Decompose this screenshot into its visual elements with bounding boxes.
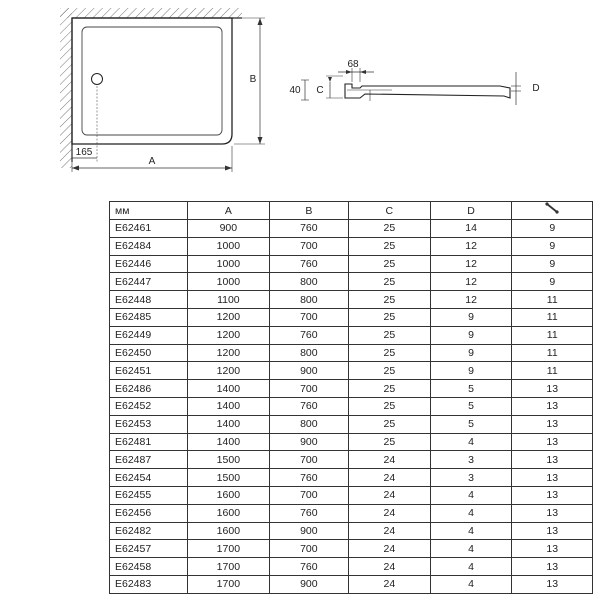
cell-c: 24 <box>348 522 430 540</box>
cell-a: 1000 <box>187 273 269 291</box>
table-row <box>110 237 593 255</box>
cell-d: 4 <box>430 540 512 558</box>
table-row <box>110 469 593 487</box>
cell-b: 760 <box>269 504 348 522</box>
cell-model: E62453 <box>110 415 188 433</box>
table-row <box>110 326 593 344</box>
cell-b: 760 <box>269 326 348 344</box>
cell-d: 12 <box>430 291 512 309</box>
cell-tool: 13 <box>512 486 593 504</box>
cell-d: 9 <box>430 344 512 362</box>
table-row <box>110 220 593 238</box>
table-row <box>110 558 593 576</box>
table-row <box>110 575 593 593</box>
cell-c: 25 <box>348 273 430 291</box>
cell-tool: 11 <box>512 362 593 380</box>
cell-b: 700 <box>269 308 348 326</box>
cell-b: 760 <box>269 220 348 238</box>
cell-a: 1000 <box>187 237 269 255</box>
cell-b: 700 <box>269 451 348 469</box>
cell-c: 24 <box>348 504 430 522</box>
cell-c: 25 <box>348 220 430 238</box>
cell-model: E62486 <box>110 380 188 398</box>
cell-c: 24 <box>348 486 430 504</box>
cell-model: E62483 <box>110 575 188 593</box>
header-c: C <box>348 202 430 220</box>
cell-model: E62450 <box>110 344 188 362</box>
cell-a: 1400 <box>187 433 269 451</box>
cell-tool: 11 <box>512 308 593 326</box>
table-row <box>110 380 593 398</box>
cell-c: 24 <box>348 469 430 487</box>
cell-model: E62485 <box>110 308 188 326</box>
cell-model: E62456 <box>110 504 188 522</box>
cell-model: E62458 <box>110 558 188 576</box>
cell-a: 1100 <box>187 291 269 309</box>
cell-a: 1600 <box>187 504 269 522</box>
cell-d: 9 <box>430 326 512 344</box>
wrench-icon <box>544 202 560 214</box>
cell-c: 25 <box>348 362 430 380</box>
cell-c: 24 <box>348 575 430 593</box>
table-row <box>110 362 593 380</box>
table-row <box>110 308 593 326</box>
cell-d: 4 <box>430 486 512 504</box>
cell-a: 1200 <box>187 308 269 326</box>
cell-a: 1200 <box>187 344 269 362</box>
cell-tool: 11 <box>512 326 593 344</box>
cell-model: E62454 <box>110 469 188 487</box>
cell-b: 760 <box>269 397 348 415</box>
cell-a: 1400 <box>187 415 269 433</box>
cell-tool: 13 <box>512 558 593 576</box>
cell-d: 12 <box>430 273 512 291</box>
cell-tool: 13 <box>512 540 593 558</box>
cell-a: 1700 <box>187 558 269 576</box>
cell-c: 25 <box>348 397 430 415</box>
cell-tool: 13 <box>512 451 593 469</box>
cell-d: 12 <box>430 237 512 255</box>
cell-model: E62482 <box>110 522 188 540</box>
height-40-label: 40 <box>289 85 301 96</box>
cell-model: E62449 <box>110 326 188 344</box>
table-row <box>110 433 593 451</box>
cell-b: 900 <box>269 433 348 451</box>
cell-d: 4 <box>430 558 512 576</box>
wall-hatching-left <box>60 8 72 168</box>
tray-inner-basin <box>82 27 222 135</box>
cell-tool: 9 <box>512 237 593 255</box>
cell-b: 800 <box>269 415 348 433</box>
cell-c: 24 <box>348 540 430 558</box>
cell-tool: 13 <box>512 433 593 451</box>
table-row <box>110 486 593 504</box>
cell-d: 5 <box>430 415 512 433</box>
cell-a: 900 <box>187 220 269 238</box>
width-68-label: 68 <box>347 59 359 70</box>
cell-a: 1200 <box>187 326 269 344</box>
cell-tool: 13 <box>512 522 593 540</box>
cell-tool: 11 <box>512 291 593 309</box>
cell-a: 1000 <box>187 255 269 273</box>
cell-c: 25 <box>348 433 430 451</box>
cell-d: 4 <box>430 522 512 540</box>
cell-model: E62481 <box>110 433 188 451</box>
cell-b: 900 <box>269 362 348 380</box>
cell-d: 3 <box>430 469 512 487</box>
cell-d: 4 <box>430 433 512 451</box>
table-row <box>110 291 593 309</box>
cell-model: E62451 <box>110 362 188 380</box>
cell-b: 700 <box>269 540 348 558</box>
cell-c: 25 <box>348 255 430 273</box>
cell-d: 9 <box>430 308 512 326</box>
dim-d-label: D <box>532 83 540 94</box>
table-row <box>110 397 593 415</box>
table-row <box>110 540 593 558</box>
cell-d: 3 <box>430 451 512 469</box>
tray-outline <box>72 18 232 144</box>
wall-hatching-top <box>60 8 242 18</box>
cell-c: 25 <box>348 326 430 344</box>
cell-model: E62452 <box>110 397 188 415</box>
cell-a: 1200 <box>187 362 269 380</box>
cell-d: 5 <box>430 397 512 415</box>
cell-model: E62461 <box>110 220 188 238</box>
cell-a: 1600 <box>187 522 269 540</box>
cell-a: 1500 <box>187 469 269 487</box>
cell-model: E62457 <box>110 540 188 558</box>
plan-view <box>60 8 265 172</box>
cell-b: 800 <box>269 273 348 291</box>
cell-d: 9 <box>430 362 512 380</box>
cell-b: 900 <box>269 522 348 540</box>
cell-model: E62484 <box>110 237 188 255</box>
cell-model: E62447 <box>110 273 188 291</box>
cell-c: 25 <box>348 344 430 362</box>
cell-tool: 13 <box>512 380 593 398</box>
cell-d: 5 <box>430 380 512 398</box>
cell-tool: 9 <box>512 255 593 273</box>
cell-c: 25 <box>348 380 430 398</box>
cell-model: E62446 <box>110 255 188 273</box>
cell-tool: 9 <box>512 220 593 238</box>
drain-offset-label: 165 <box>75 147 93 158</box>
cell-tool: 9 <box>512 273 593 291</box>
cell-b: 800 <box>269 344 348 362</box>
table-row <box>110 255 593 273</box>
section-view <box>289 59 539 105</box>
cell-a: 1400 <box>187 380 269 398</box>
table-row <box>110 344 593 362</box>
cell-model: E62455 <box>110 486 188 504</box>
table-row <box>110 415 593 433</box>
cell-tool: 13 <box>512 397 593 415</box>
cell-c: 25 <box>348 308 430 326</box>
dim-c-label: C <box>316 85 324 96</box>
dim-b-label: B <box>249 74 257 85</box>
cell-b: 760 <box>269 469 348 487</box>
cell-c: 24 <box>348 451 430 469</box>
header-unit: мм <box>110 202 188 220</box>
table-row <box>110 273 593 291</box>
header-tool <box>512 202 593 220</box>
cell-a: 1600 <box>187 486 269 504</box>
cell-tool: 13 <box>512 415 593 433</box>
cell-b: 700 <box>269 380 348 398</box>
technical-drawing <box>0 0 600 195</box>
table-header-row <box>110 202 593 220</box>
cell-b: 700 <box>269 486 348 504</box>
table-row <box>110 504 593 522</box>
cell-c: 25 <box>348 291 430 309</box>
cell-d: 14 <box>430 220 512 238</box>
cell-c: 24 <box>348 558 430 576</box>
header-a: A <box>187 202 269 220</box>
cell-b: 900 <box>269 575 348 593</box>
header-b: B <box>269 202 348 220</box>
cell-c: 25 <box>348 415 430 433</box>
cell-tool: 13 <box>512 469 593 487</box>
dim-a-label: A <box>148 156 156 167</box>
cell-a: 1400 <box>187 397 269 415</box>
cell-b: 800 <box>269 291 348 309</box>
table-row <box>110 522 593 540</box>
cell-d: 4 <box>430 504 512 522</box>
cell-tool: 11 <box>512 344 593 362</box>
cell-b: 760 <box>269 558 348 576</box>
cell-a: 1700 <box>187 540 269 558</box>
header-d: D <box>430 202 512 220</box>
cell-model: E62448 <box>110 291 188 309</box>
cell-b: 700 <box>269 237 348 255</box>
cell-tool: 13 <box>512 504 593 522</box>
cell-d: 12 <box>430 255 512 273</box>
cell-a: 1500 <box>187 451 269 469</box>
cell-model: E62487 <box>110 451 188 469</box>
cell-tool: 13 <box>512 575 593 593</box>
drain-hole <box>92 74 103 85</box>
cell-a: 1700 <box>187 575 269 593</box>
cell-b: 760 <box>269 255 348 273</box>
dimensions-table <box>109 201 593 594</box>
cell-c: 25 <box>348 237 430 255</box>
table-row <box>110 451 593 469</box>
cell-d: 4 <box>430 575 512 593</box>
